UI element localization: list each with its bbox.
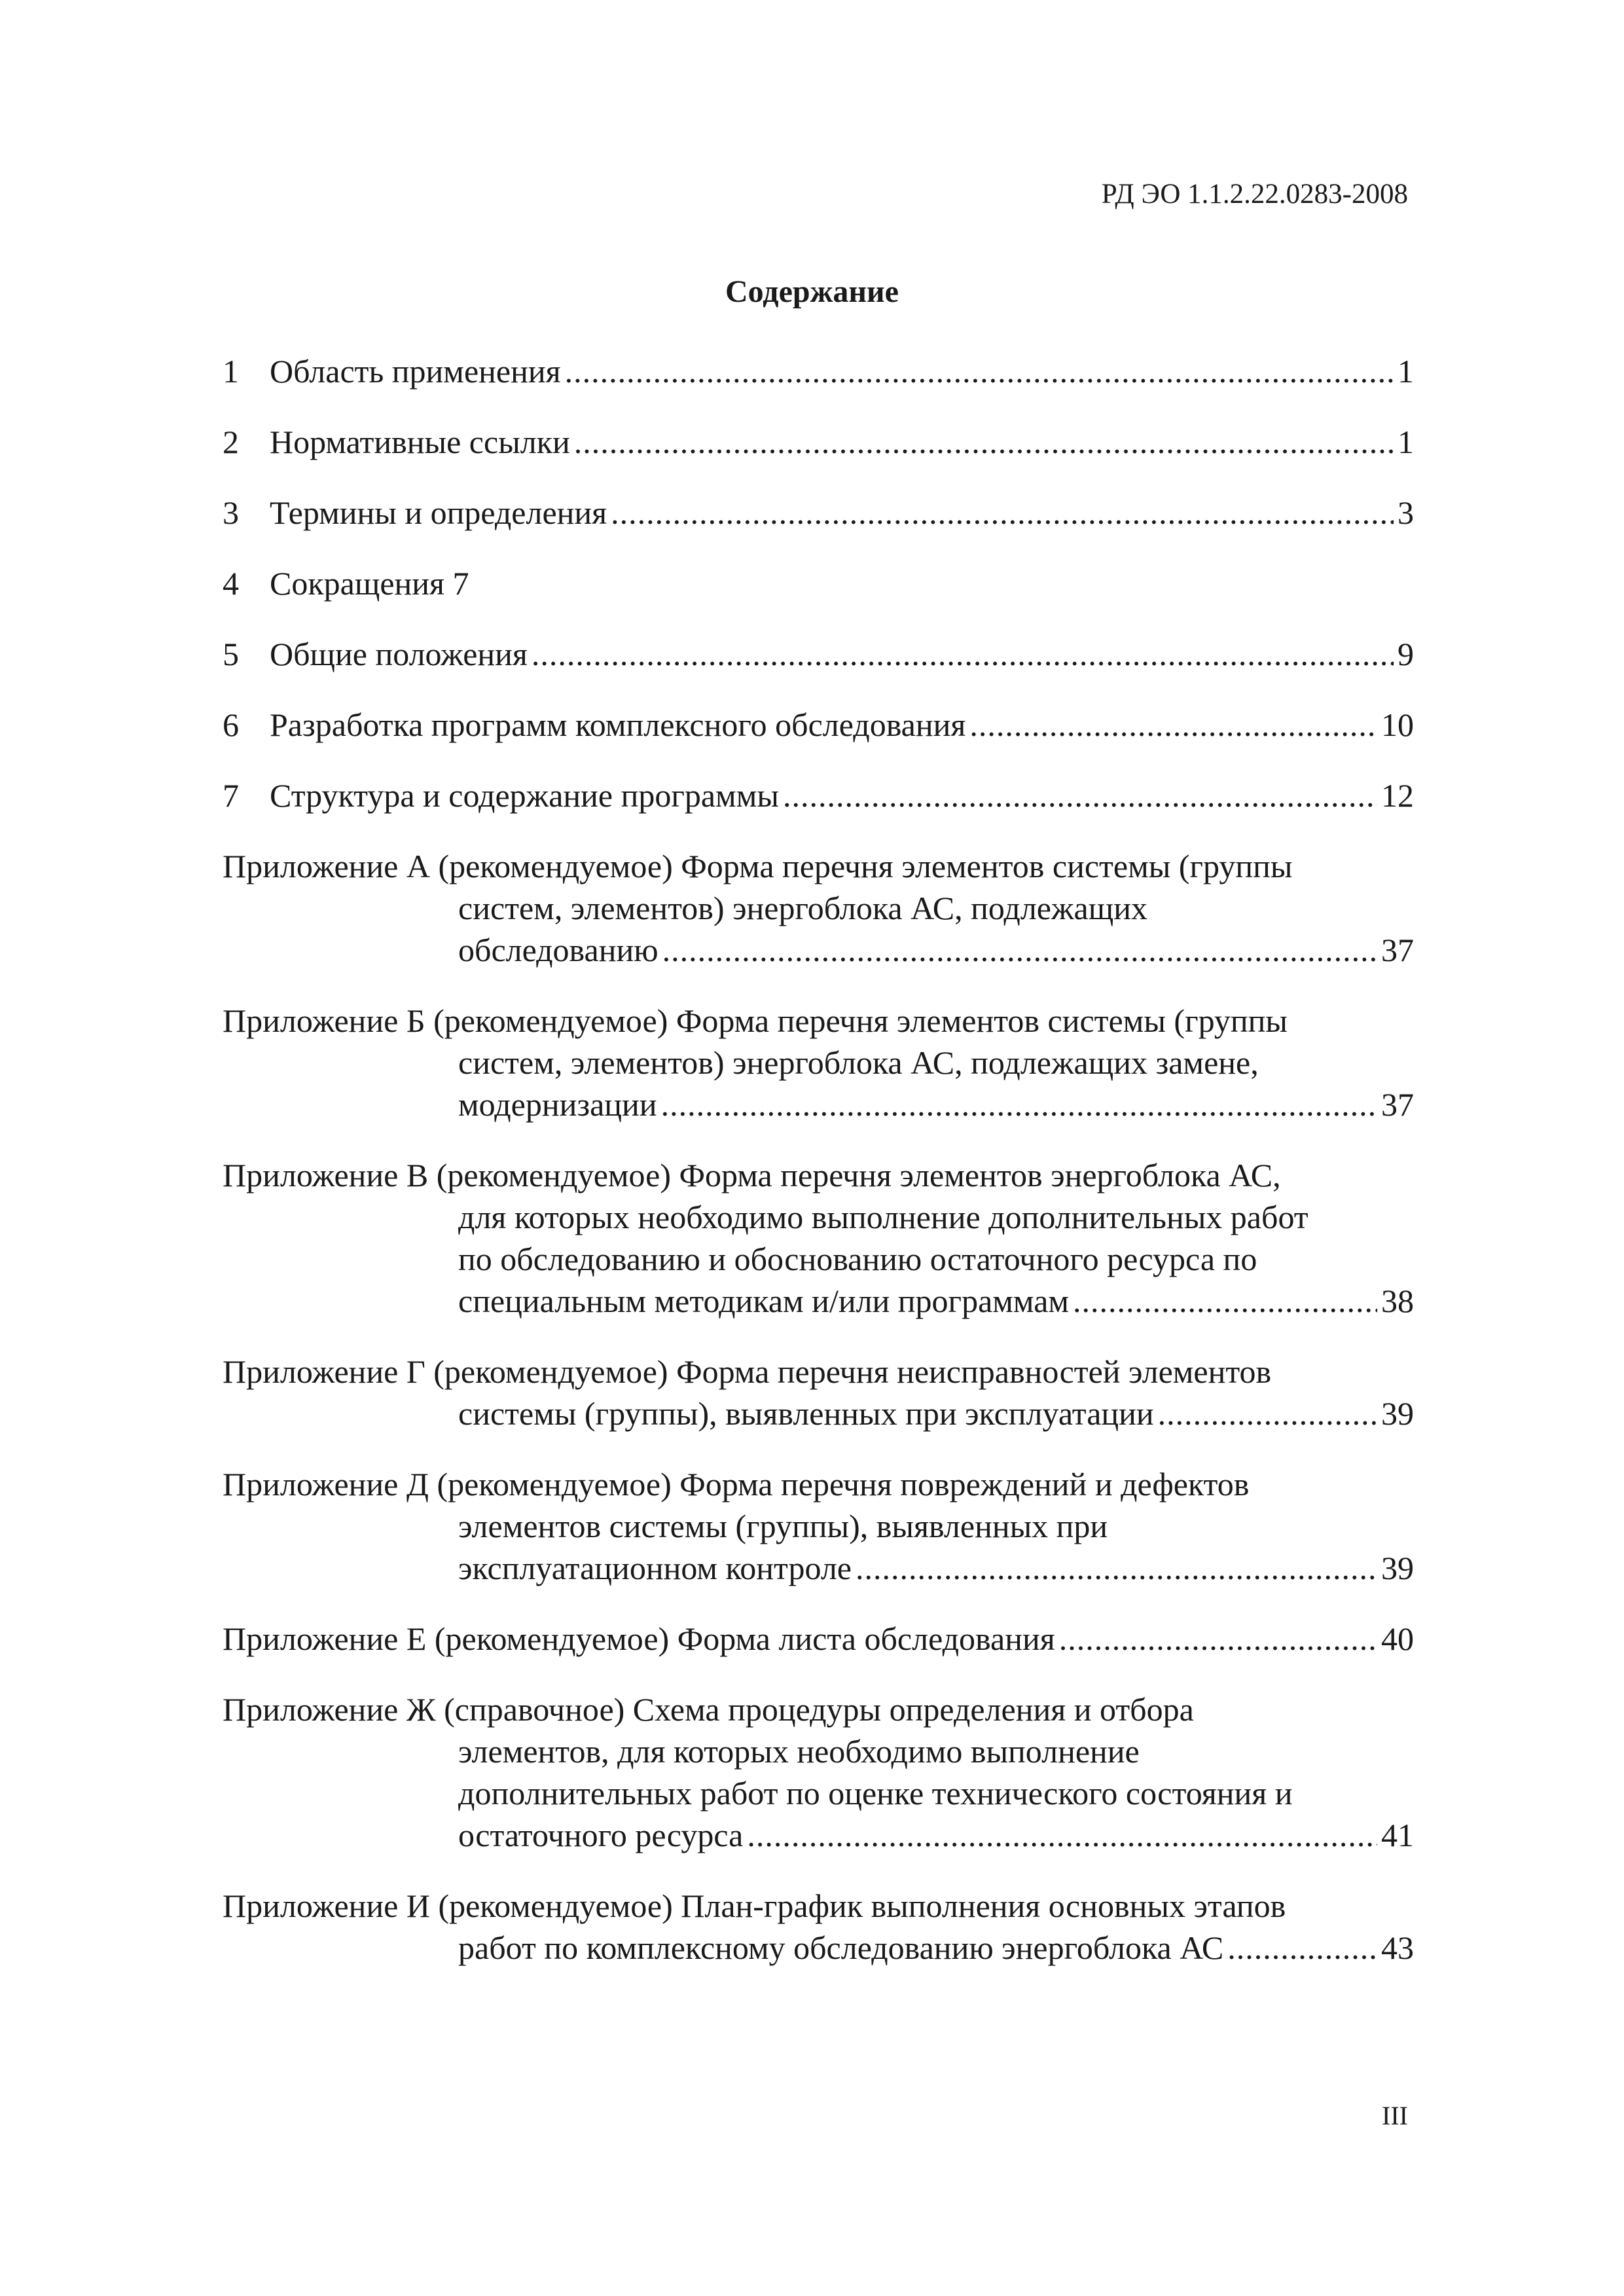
toc-entry-6[interactable]	[223, 704, 1414, 746]
appendix-last-text: Приложение Е (рекомендуемое) Форма листа обследования	[223, 1620, 1055, 1657]
appendix-continuation	[223, 1927, 1414, 1969]
toc-entry-5[interactable]	[223, 633, 1414, 675]
appendix-last-line	[458, 1084, 1414, 1125]
section-page: 1	[1398, 353, 1414, 390]
toc-entry-4[interactable]	[223, 562, 1414, 604]
toc-appendix-entry[interactable]	[223, 1154, 1414, 1322]
dot-leader	[1158, 1393, 1377, 1434]
dot-leader	[783, 774, 1377, 816]
toc-entry-7[interactable]	[223, 774, 1414, 816]
toc-entry-2[interactable]	[223, 421, 1414, 463]
toc-appendix-entry[interactable]	[223, 1688, 1414, 1856]
appendix-page: 37	[1381, 932, 1414, 968]
appendix-page: 39	[1381, 1550, 1414, 1586]
dot-leader	[565, 350, 1394, 392]
toc-entry-3[interactable]	[223, 492, 1414, 534]
appendix-last-text: специальным методикам и/или программам	[458, 1283, 1070, 1319]
appendix-last-text: модернизации	[458, 1086, 657, 1123]
appendix-page: 38	[1381, 1283, 1414, 1319]
dot-leader	[1059, 1618, 1377, 1660]
appendix-page: 40	[1381, 1620, 1414, 1657]
appendix-last-line	[458, 929, 1414, 971]
toc-appendix-entry[interactable]	[223, 1618, 1414, 1660]
appendix-first-line: Приложение В (рекомендуемое) Форма перечня элементов энергоблока АС,	[223, 1157, 1281, 1194]
section-number: 7	[223, 777, 239, 814]
section-title: Структура и содержание программы	[270, 777, 779, 814]
section-number: 1	[223, 353, 239, 390]
dot-leader	[611, 492, 1394, 534]
section-page: 9	[1398, 636, 1414, 672]
appendix-last-text: остаточного ресурса	[458, 1817, 744, 1853]
appendix-last-line	[458, 1280, 1414, 1322]
dot-leader	[532, 633, 1394, 675]
appendix-last-text: системы (группы), выявленных при эксплуатации	[458, 1395, 1154, 1432]
section-number: 5	[223, 636, 239, 672]
appendix-last-line	[458, 1393, 1414, 1434]
appendix-continuation	[223, 1196, 1414, 1322]
dot-leader	[969, 704, 1377, 746]
appendix-last-line	[458, 1927, 1414, 1969]
section-title: Общие положения	[270, 636, 528, 672]
appendix-continuation	[223, 1505, 1414, 1589]
appendix-first-line: Приложение А (рекомендуемое) Форма перечня элементов системы (группы	[223, 848, 1293, 884]
section-number: 6	[223, 706, 239, 743]
toc-appendix-entry[interactable]	[223, 1000, 1414, 1125]
toc-appendix-entry[interactable]	[223, 845, 1414, 971]
section-page: 10	[1381, 706, 1414, 743]
appendix-last-line	[458, 1814, 1414, 1856]
appendix-first-line: Приложение Б (рекомендуемое) Форма перечня элементов системы (группы	[223, 1002, 1288, 1039]
dot-leader	[747, 1814, 1377, 1856]
appendix-page: 37	[1381, 1086, 1414, 1123]
appendix-line: для которых необходимо выполнение дополнительных работ	[458, 1199, 1308, 1235]
appendix-continuation	[223, 1730, 1414, 1856]
section-number: 4	[223, 565, 239, 602]
appendix-line: элементов, для которых необходимо выполнение	[458, 1733, 1140, 1770]
toc-appendix-entry[interactable]	[223, 1463, 1414, 1589]
document-code: РД ЭО 1.1.2.22.0283-2008	[1101, 179, 1408, 210]
toc-appendix-entry[interactable]	[223, 1885, 1414, 1969]
toc-title: Содержание	[725, 274, 899, 309]
appendix-continuation	[223, 1042, 1414, 1125]
table-of-contents	[223, 350, 1414, 1997]
appendix-continuation	[223, 887, 1414, 971]
dot-leader	[856, 1547, 1377, 1589]
appendix-first-line: Приложение Д (рекомендуемое) Форма перечня повреждений и дефектов	[223, 1466, 1250, 1503]
appendix-line: систем, элементов) энергоблока АС, подлежащих замене,	[458, 1044, 1259, 1081]
section-page: 12	[1381, 777, 1414, 814]
appendix-line: элементов системы (группы), выявленных при	[458, 1508, 1108, 1544]
appendix-first-line: Приложение Г (рекомендуемое) Форма перечня неисправностей элементов	[223, 1353, 1272, 1390]
section-number: 3	[223, 494, 239, 531]
dot-leader	[574, 421, 1394, 463]
appendix-last-text: работ по комплексному обследованию энергоблока АС	[458, 1929, 1224, 1966]
appendix-line: систем, элементов) энергоблока АС, подлежащих	[458, 890, 1147, 926]
section-title: Разработка программ комплексного обследования	[270, 706, 966, 743]
section-page: 3	[1398, 494, 1414, 531]
dot-leader	[661, 1084, 1377, 1125]
dot-leader	[1073, 1280, 1377, 1322]
appendix-page: 43	[1381, 1929, 1414, 1966]
section-title: Термины и определения	[270, 494, 607, 531]
appendix-page: 41	[1381, 1817, 1414, 1853]
appendix-continuation	[223, 1393, 1414, 1434]
appendix-last-text: обследованию	[458, 932, 659, 968]
appendix-last-line	[458, 1547, 1414, 1589]
dot-leader	[1227, 1927, 1377, 1969]
appendix-page: 39	[1381, 1395, 1414, 1432]
page-number: III	[1382, 2101, 1408, 2130]
section-page: 1	[1398, 424, 1414, 460]
appendix-single-line	[223, 1618, 1414, 1660]
section-number: 2	[223, 424, 239, 460]
section-title: Сокращения 7	[270, 565, 469, 602]
appendix-first-line: Приложение Ж (справочное) Схема процедуры определения и отбора	[223, 1691, 1194, 1728]
appendix-line: по обследованию и обоснованию остаточного ресурса по	[458, 1241, 1257, 1277]
dot-leader	[662, 929, 1377, 971]
toc-entry-1[interactable]	[223, 350, 1414, 392]
appendix-first-line: Приложение И (рекомендуемое) План-график выполнения основных этапов	[223, 1887, 1286, 1924]
section-title: Нормативные ссылки	[270, 424, 570, 460]
appendix-line: дополнительных работ по оценке технического состояния и	[458, 1775, 1293, 1812]
toc-appendix-entry[interactable]	[223, 1351, 1414, 1434]
section-title: Область применения	[270, 353, 561, 390]
appendix-last-text: эксплуатационном контроле	[458, 1550, 852, 1586]
